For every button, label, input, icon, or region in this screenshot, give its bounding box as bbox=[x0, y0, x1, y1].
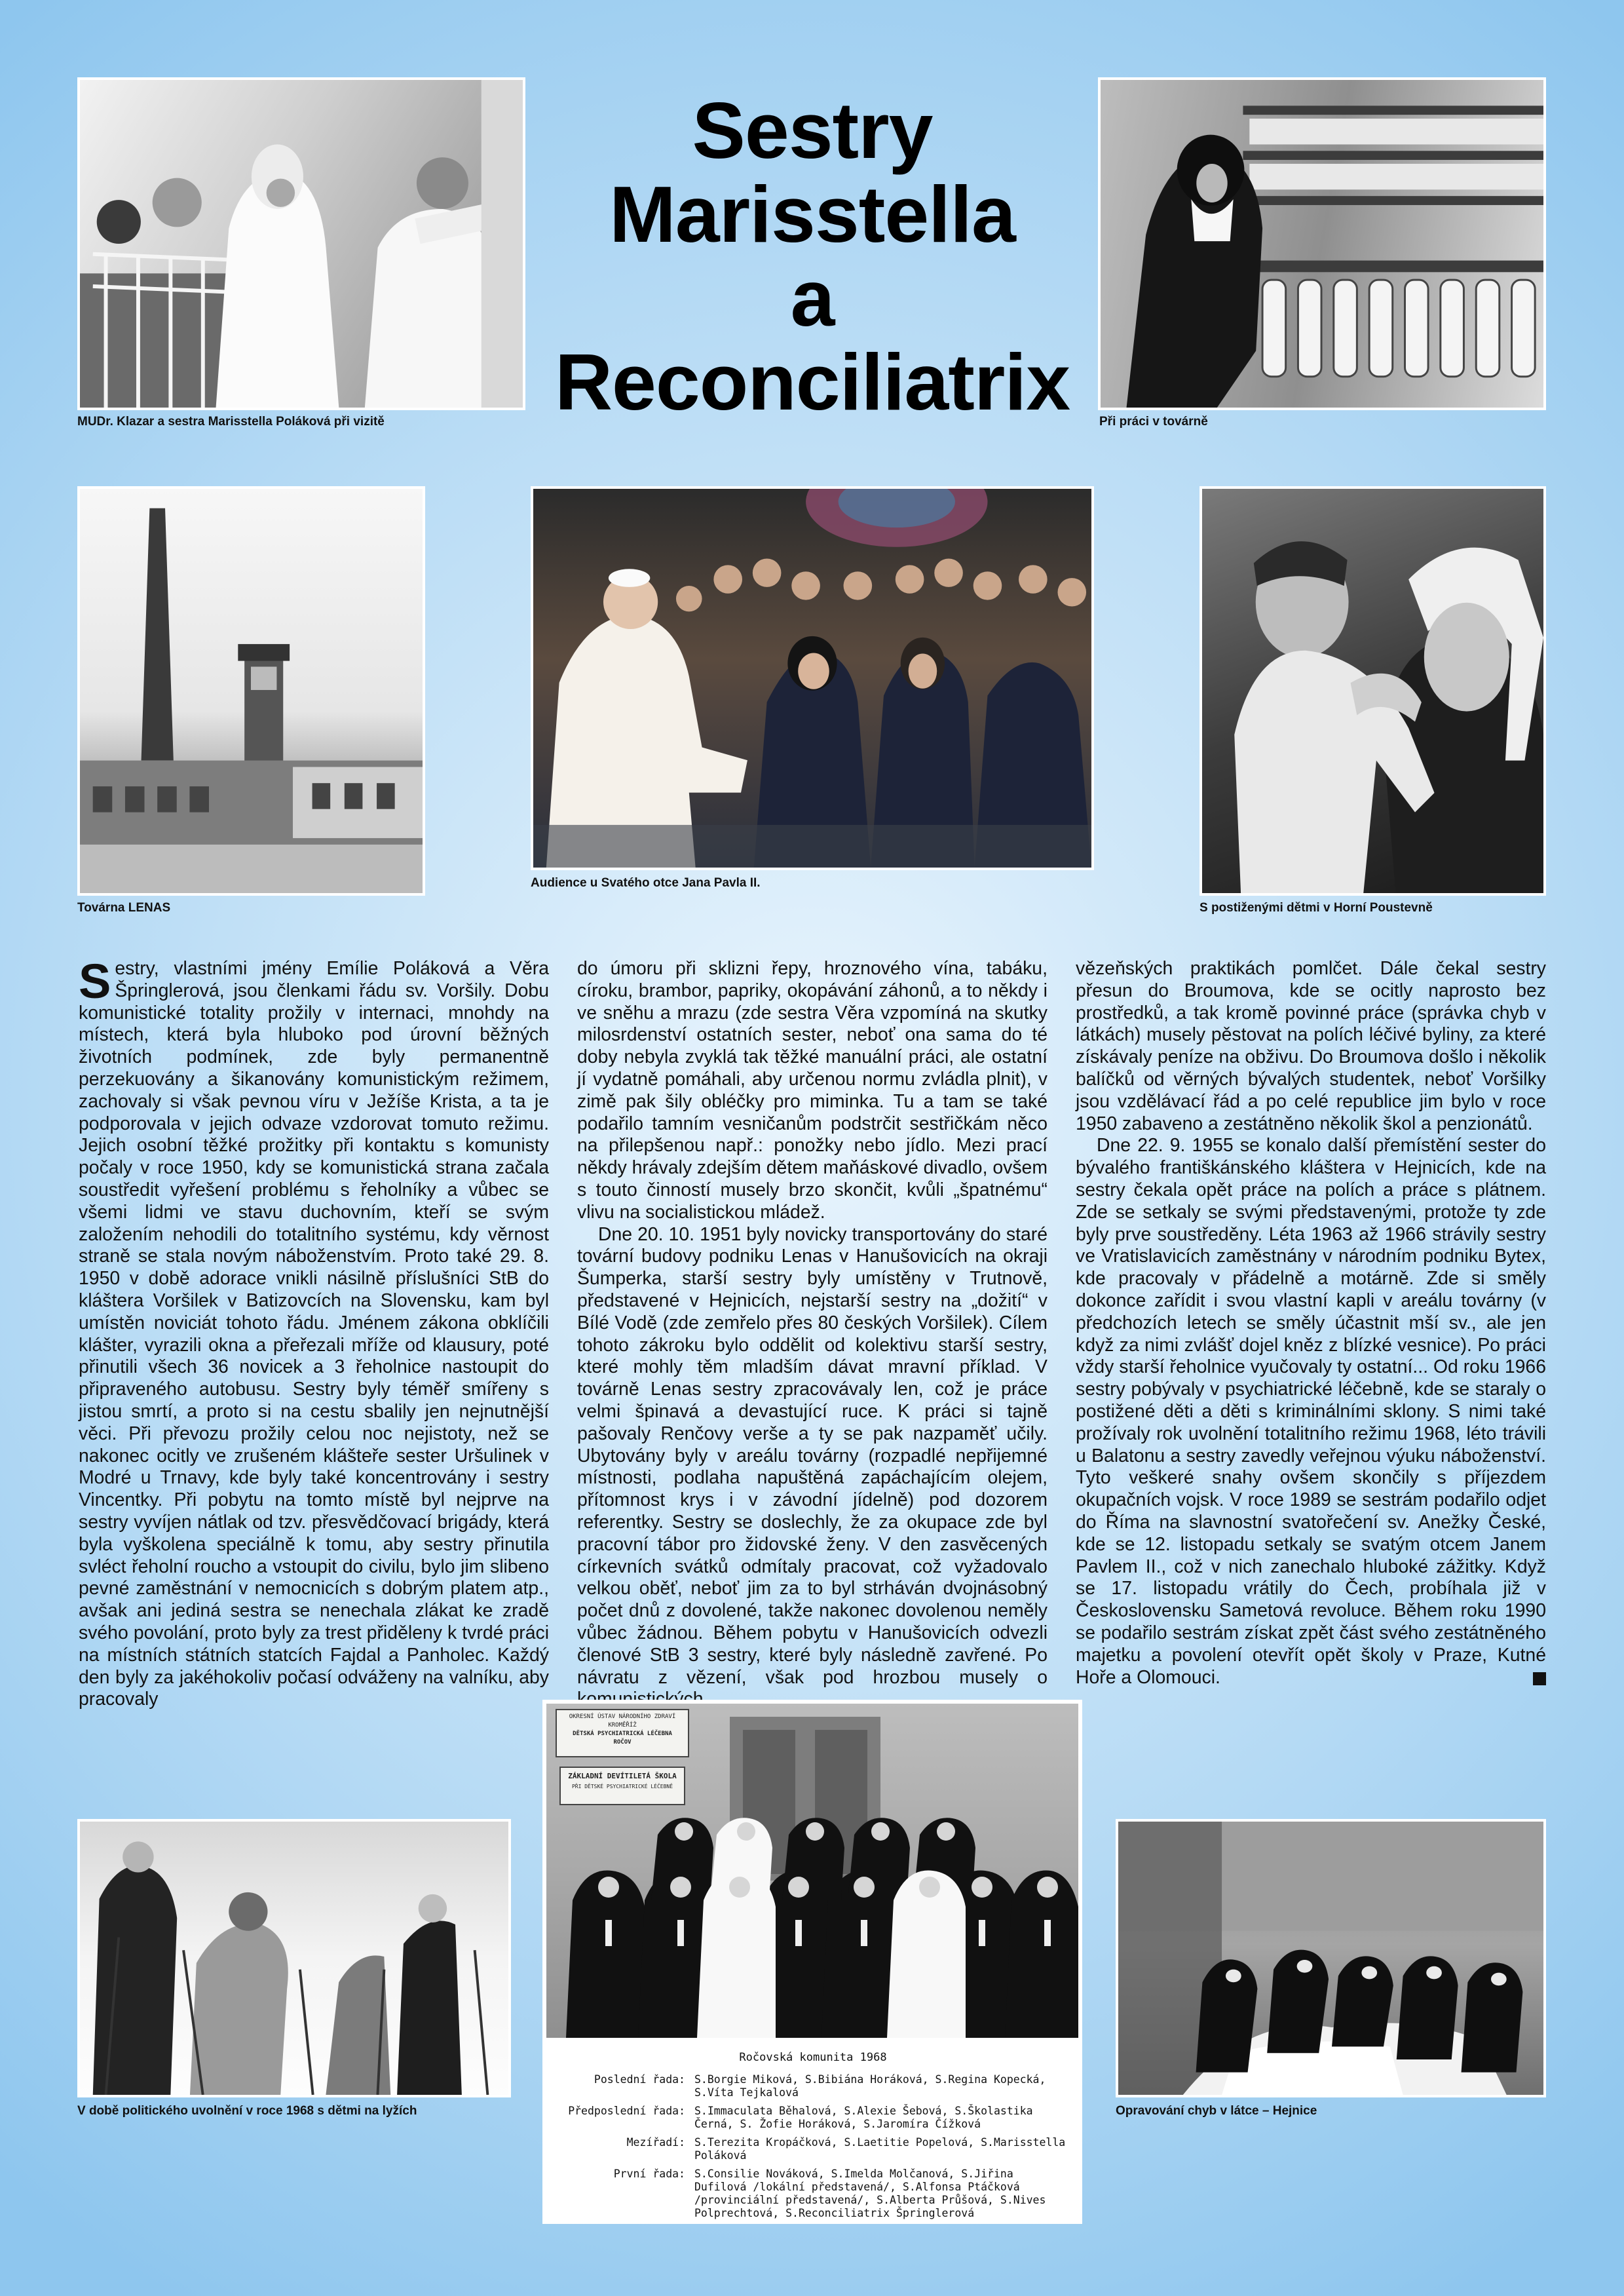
community-list bbox=[546, 2042, 1080, 2220]
photo-skiing bbox=[77, 1819, 511, 2097]
article-paragraph: do úmoru při sklizni řepy, hroznového vína, tabáku, círoku, brambor, papriky, okopávání záhonů, a to někdy i ve sněhu a mrazu (zde sestra Věra vzpomíná na skutky milosrdenství ostatních sester, neboť ona sama do té doby nebyla zvyklá tak těžké manuální práci, ale ostatní jí vydatně pomáhali, aby určenou normu zvládla plnit), v zimě pak šily obléčky pro miminka. Tu a tam se také podařilo tamním vesničanům podstrčit sestřičkám něco na přilepšenou např.: ponožky nebo jídlo. Mezi prací někdy hrávaly zdejším dětem maňáskové divadlo, ovšem s touto činností musely brzo skončit, kvůli „špatnému“ vlivu na socialistickou mládež. bbox=[577, 958, 1048, 1223]
end-mark bbox=[1533, 1672, 1546, 1685]
sign-school bbox=[559, 1767, 685, 1805]
list-row-names: S.Borgie Miková, S.Bibiána Horáková, S.Regina Kopecká, S.Víta Tejkalová bbox=[694, 2073, 1046, 2099]
article-column-1 bbox=[79, 954, 549, 1711]
community-list-title: Ročovská komunita 1968 bbox=[739, 2051, 887, 2064]
caption-skiing: V době politického uvolnění v roce 1968 s dětmi na lyžích bbox=[77, 2104, 417, 2118]
sign-text: ZÁKLADNÍ DEVÍTILETÁ ŠKOLA bbox=[568, 1772, 677, 1780]
article-column-2 bbox=[577, 958, 1048, 1711]
caption-children: S postiženými dětmi v Horní Poustevně bbox=[1199, 901, 1433, 915]
page-title bbox=[531, 86, 1094, 427]
article-text: estry, vlastními jmény Emílie Poláková a Věra Špringlerová, jsou členkami řádu sv. Voršily. Dobu komunistické totality prožily v internaci, mnohdy na místech, která byla hluboko pod úrovní běžných životních podmínek, zde byly permanentně perzekuovány a šikanovány komunistickým režimem, zachovaly si však pevnou víru v Ježíše Krista, a ta je podporovala v jejich odvaze vzdorovat tomuto režimu. Jejich osobní těžké prožitky při kontaktu s komunisty počaly v roce 1950, kdy se komunistická strana začala soustředit vyřešení problému s řeholníky a vůbec se všemi lidmi ve stavu duchovním, kteří se svým založením nehodili do totalitního systému, kdy věrnost straně se stala novým náboženstvím. Proto také 29. 8. 1950 v době adorace vnikli násilně příslušníci StB do kláštera Voršilek v Batizovcích na Slovensku, kam byl umístěn noviciát tohoto řádu. Jménem zákona obklíčili klášter, vyrazili okna a přeřezali mříže od klausury, poté přinutili všech 36 novicek a 3 řeholnice nastoupit do připraveného autobusu. Sestry byly téměř smířeny s jistou smrtí, a proto si na cestu sbalily jen nejnutnější věci. Při převozu prožily celou noc nejistoty, než se nakonec ocitly ve zrušeném klášteře sester Uršulinek v Modré u Trnavy, kde byly také koncentrovány i sestry Vincentky. Při pobytu na tomto místě byl nejprve na sestry vyvíjen nátlak od tzv. přesvědčovací brigády, která byla vyškolena speciálně k tomu, aby sestry přinutila svléct řeholní roucho a vstoupit do civilu, bylo jim slibeno pevné zaměstnání v nemocnicích s dobrým platem atp., avšak ani jediná sestra se nenechala zlákat ke zradě svého povolání, proto byly za trest přiděleny k tvrdé práci na místních státních statcích Fajdal a Panholec. Každý den byly za jakéhokoliv počasí odváženy na valníku, aby pracovaly bbox=[79, 958, 549, 1710]
drop-cap: S bbox=[79, 954, 111, 1008]
title-line-4: Reconciliatrix bbox=[554, 337, 1070, 427]
article-text: Dne 22. 9. 1955 se konalo další přemístění sester do bývalého františkánského kláštera v Hejnicích, kde na sestry čekala opět práce na polích a práce s plátnem. Zde se setkaly se svými představenými, protože ty zde byly prve soustředěny. Léta 1963 až 1966 strávily sestry ve Vratislavicích zaměstnány v národním podniku Bytex, kde pracovaly v přádelně a motárně. Zde si směly dokonce zařídit i svou vlastní kapli v areálu továrny (v předchozích letech se směly účastnit mší sv., ale jen když za nimi zvlášť dojel kněz z blízké vesnice). Po práci vždy starší řeholnice vyučovaly ty ostatní... Od roku 1966 sestry pobývaly v psychiatrické léčebně, kde se staraly o postižené děti a děti s kriminálními sklony. S nimi také prožívaly rok uvolnění totalitního režimu 1968, léto trávili u Balatonu a sestry zavedly veřejnou výuku náboženství. Tyto veškeré snahy ovšem skončily s příjezdem okupačních vojsk. V roce 1989 se sestrám podařilo odjet do Říma na slavnostní svatořečení sv. Anežky České, kde se 12. listopadu setkaly se svatým otcem Janem Pavlem II., což v nich zanechalo hluboké zážitky. Když se 17. listopadu vrátily do Čech, probíhala již v Československu Sametová revoluce. Během roku 1990 se podařilo sestrám získat zpět část svého zestátněného majetku a povolení otevřít opět školy v Praze, Kutné Hoře a Olomouci. bbox=[1076, 1135, 1546, 1688]
article-paragraph: vězeňských praktikách pomlčet. Dále čekal sestry přesun do Broumova, kde se ocitly naprosto bez prostředků, a tak kromě povinné práce (správka chyb v látkách) musely pěstovat na polích léčivé byliny, za které získávaly peníze na obživu. Do Broumova došlo i několik balíčků od věrných bývalých studentek, neboť Voršilky jsou vzdělávací řád a po celé republice jim bylo v roce 1950 zabaveno a zestátněno několik škol a penzionátů. bbox=[1076, 958, 1546, 1134]
article-paragraph: Dne 20. 10. 1951 byly novicky transportovány do staré tovární budovy podniku Lenas v Hanušovicích na okraji Šumperka, starší sestry byly umístěny v Trutnově, představené v Hejnicích, nejstarší sestry na „dožití“ v Bílé Vodě (zde zemřelo přes 80 českých Voršilek). Cílem tohoto zákroku bylo oddělit od kolektivu starší sestry, které mohly těm mladším dávat mravní příklad. V továrně Lenas sestry zpracovávaly len, což je práce velmi špinavá a devastující ruce. K práci si tajně pašovaly Renčovy verše a ty se pak nazpaměť učily. Ubytovány byly v areálu továrny (rozpadlé nepřijemné místnosti, podlaha napuštěná zapáchajícím olejem, přítomnost krys i v závodní jídelně) pod dozorem referentky. Sestry se doslechly, že za okupace zde byl pracovní tábor pro židovské ženy. V den zasvěcených církevních svátků odmítaly pracovat, což vyžadovalo velkou oběť, neboť jim za to byl strháván dvojnásobný počet dnů z dovolené, takže nakonec dovolenou neměly vůbec žádnou. Během pobytu v Hanušovicích odvezli členové StB 3 sestry, které byly následně zavřené. Po návratu z vězení, však pod hrozbou musely o bbox=[577, 1223, 1048, 1688]
list-row-names: S.Terezita Kropáčková, S.Laetitie Popelová, S.Marisstella Poláková bbox=[694, 2136, 1066, 2162]
title-line-2: Marisstella bbox=[609, 170, 1015, 259]
sign-text: ROČOV bbox=[613, 1739, 632, 1746]
sign-text: DĚTSKÁ PSYCHIATRICKÁ LÉČEBNA bbox=[573, 1731, 672, 1737]
article-column-3 bbox=[1076, 958, 1546, 1689]
title-line-3: a bbox=[790, 254, 835, 343]
photo-children bbox=[1199, 486, 1546, 896]
sign-text: OKRESNÍ ÚSTAV NÁRODNÍHO ZDRAVÍ KROMĚŘÍŽ bbox=[569, 1713, 676, 1729]
title-line-1: Sestry bbox=[692, 86, 933, 175]
caption-repairing: Opravování chyb v látce – Hejnice bbox=[1116, 2104, 1317, 2118]
photo-audience bbox=[531, 486, 1094, 870]
sign-hospital bbox=[556, 1709, 689, 1757]
caption-lenas: Továrna LENAS bbox=[77, 901, 171, 915]
list-row bbox=[546, 2168, 1080, 2220]
photo-repairing bbox=[1116, 1819, 1546, 2097]
photo-lenas bbox=[77, 486, 425, 896]
article-paragraph bbox=[1076, 1135, 1546, 1689]
photo-factory-work bbox=[1098, 77, 1546, 410]
sign-text: PŘI DĚTSKÉ PSYCHIATRICKÉ LÉČEBNĚ bbox=[571, 1784, 673, 1789]
list-row-names: S.Immaculata Běhalová, S.Alexie Šebová, S.Školastika Černá, S. Žofie Horáková, S.Jaromíra Čížková bbox=[694, 2105, 1033, 2130]
list-row-names: S.Consilie Nováková, S.Imelda Molčanová, S.Jiřina Dufilová /lokální představená/, S.Alfonsa Ptáčková /provinciální představená/, S.Alberta Průšová, S.Nives Polprechtová, S.Reconciliatrix Špringlerová bbox=[694, 2168, 1046, 2219]
list-row bbox=[546, 2105, 1080, 2131]
list-row-label: První řada: bbox=[613, 2168, 685, 2180]
photo-visit bbox=[77, 77, 525, 410]
caption-factory-work: Při práci v továrně bbox=[1099, 415, 1208, 429]
list-row bbox=[546, 2136, 1080, 2162]
list-row-label: Předposlední řada: bbox=[568, 2105, 685, 2117]
list-row bbox=[546, 2073, 1080, 2099]
caption-visit: MUDr. Klazar a sestra Marisstella Poláková při vizitě bbox=[77, 415, 385, 429]
caption-audience: Audience u Svatého otce Jana Pavla II. bbox=[531, 876, 761, 890]
article-paragraph bbox=[79, 954, 549, 1711]
list-row-label: Mezířadí: bbox=[626, 2136, 685, 2149]
list-row-label: Poslední řada: bbox=[594, 2073, 685, 2086]
